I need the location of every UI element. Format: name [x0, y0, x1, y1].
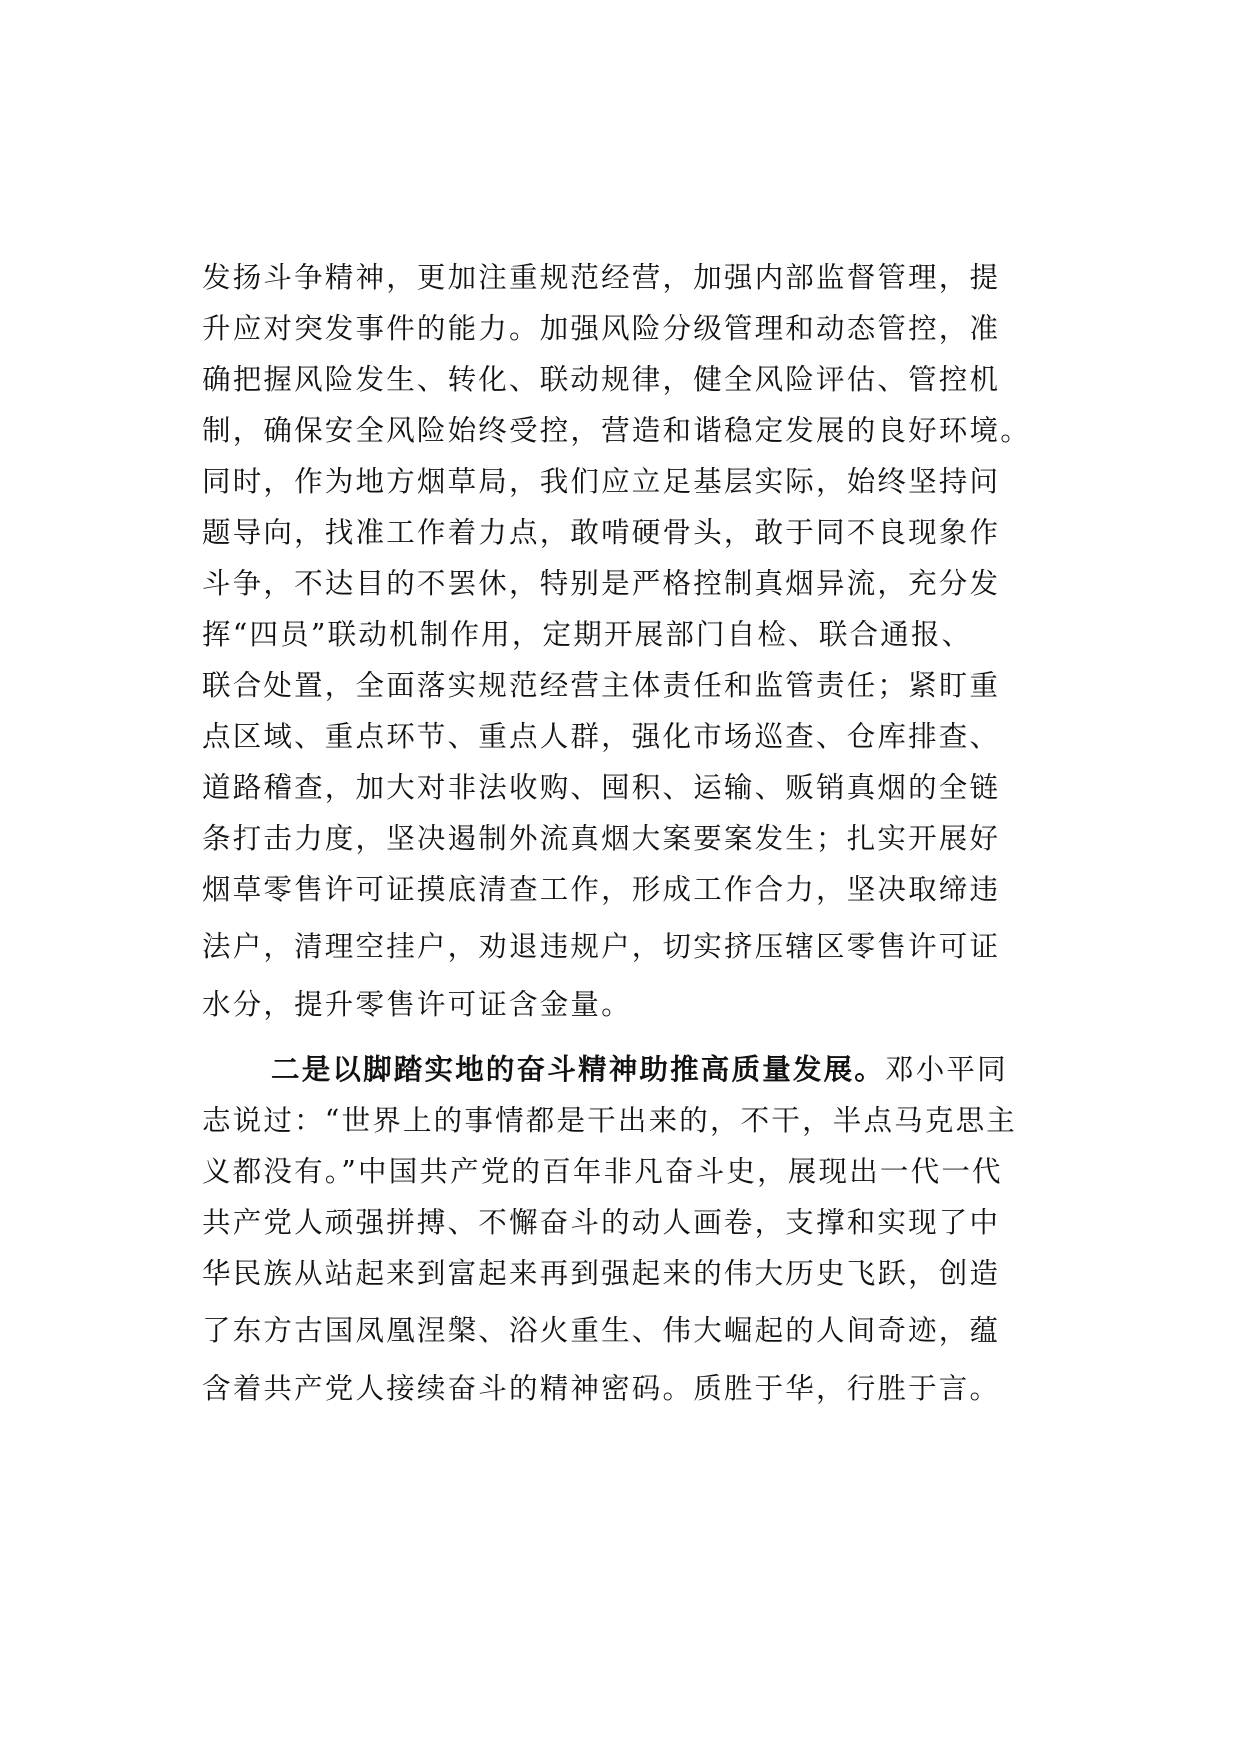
paragraph-2-line-5: 华民族从站起来到富起来再到强起来的伟大历史飞跃，创造	[202, 1257, 1001, 1290]
paragraph-1-line-4: 制，确保安全风险始终受控，营造和谐稳定发展的良好环境。	[202, 414, 1031, 447]
paragraph-1	[202, 252, 1062, 1030]
paragraph-1-line-11: 道路稽查，加大对非法收购、囤积、运输、贩销真烟的全链	[202, 771, 1001, 804]
paragraph-2-line-7: 含着共产党人接续奋斗的精神密码。质胜于华，行胜于言。	[202, 1372, 1001, 1405]
paragraph-2-line-3: 义都没有。”中国共产党的百年非凡奋斗史，展现出一代一代	[202, 1155, 1003, 1188]
paragraph-2-heading: 二是以脚踏实地的奋斗精神助推高质量发展。	[271, 1052, 886, 1086]
paragraph-1-line-8: 挥“四员”联动机制作用，定期开展部门自检、联合通报、	[202, 618, 973, 651]
paragraph-2	[202, 1044, 1062, 1414]
paragraph-1-line-1: 发扬斗争精神，更加注重规范经营，加强内部监督管理，提	[202, 261, 1001, 294]
paragraph-2-line-2: 志说过：“世界上的事情都是干出来的，不干，半点马克思主	[202, 1104, 1017, 1137]
paragraph-2-line-6: 了东方古国凤凰涅槃、浴火重生、伟大崛起的人间奇迹，蕴	[202, 1314, 1001, 1347]
paragraph-1-line-13: 烟草零售许可证摸底清查工作，形成工作合力，坚决取缔违	[202, 873, 1001, 906]
paragraph-2-first-line	[202, 1044, 1062, 1095]
paragraph-1-line-9: 联合处置，全面落实规范经营主体责任和监管责任；紧盯重	[202, 669, 1001, 702]
paragraph-1-line-6: 题导向，找准工作着力点，敢啃硬骨头，敢于同不良现象作	[202, 516, 1001, 549]
paragraph-2-first-line-rest: 邓小平同	[885, 1053, 1008, 1086]
paragraph-2-line-4: 共产党人顽强拼搏、不懈奋斗的动人画卷，支撑和实现了中	[202, 1206, 1001, 1239]
paragraph-1-line-3: 确把握风险发生、转化、联动规律，健全风险评估、管控机	[202, 363, 1001, 396]
paragraph-1-line-7: 斗争，不达目的不罢休，特别是严格控制真烟异流，充分发	[202, 567, 1001, 600]
paragraph-1-line-15: 水分，提升零售许可证含金量。	[202, 988, 632, 1021]
paragraph-1-line-2: 升应对突发事件的能力。加强风险分级管理和动态管控，准	[202, 312, 1001, 345]
paragraph-1-line-10: 点区域、重点环节、重点人群，强化市场巡查、仓库排查、	[202, 720, 1001, 753]
paragraph-1-line-12: 条打击力度，坚决遏制外流真烟大案要案发生；扎实开展好	[202, 822, 1001, 855]
paragraph-1-line-5: 同时，作为地方烟草局，我们应立足基层实际，始终坚持问	[202, 465, 1001, 498]
paragraph-1-line-14: 法户，清理空挂户，劝退违规户，切实挤压辖区零售许可证	[202, 930, 1001, 963]
